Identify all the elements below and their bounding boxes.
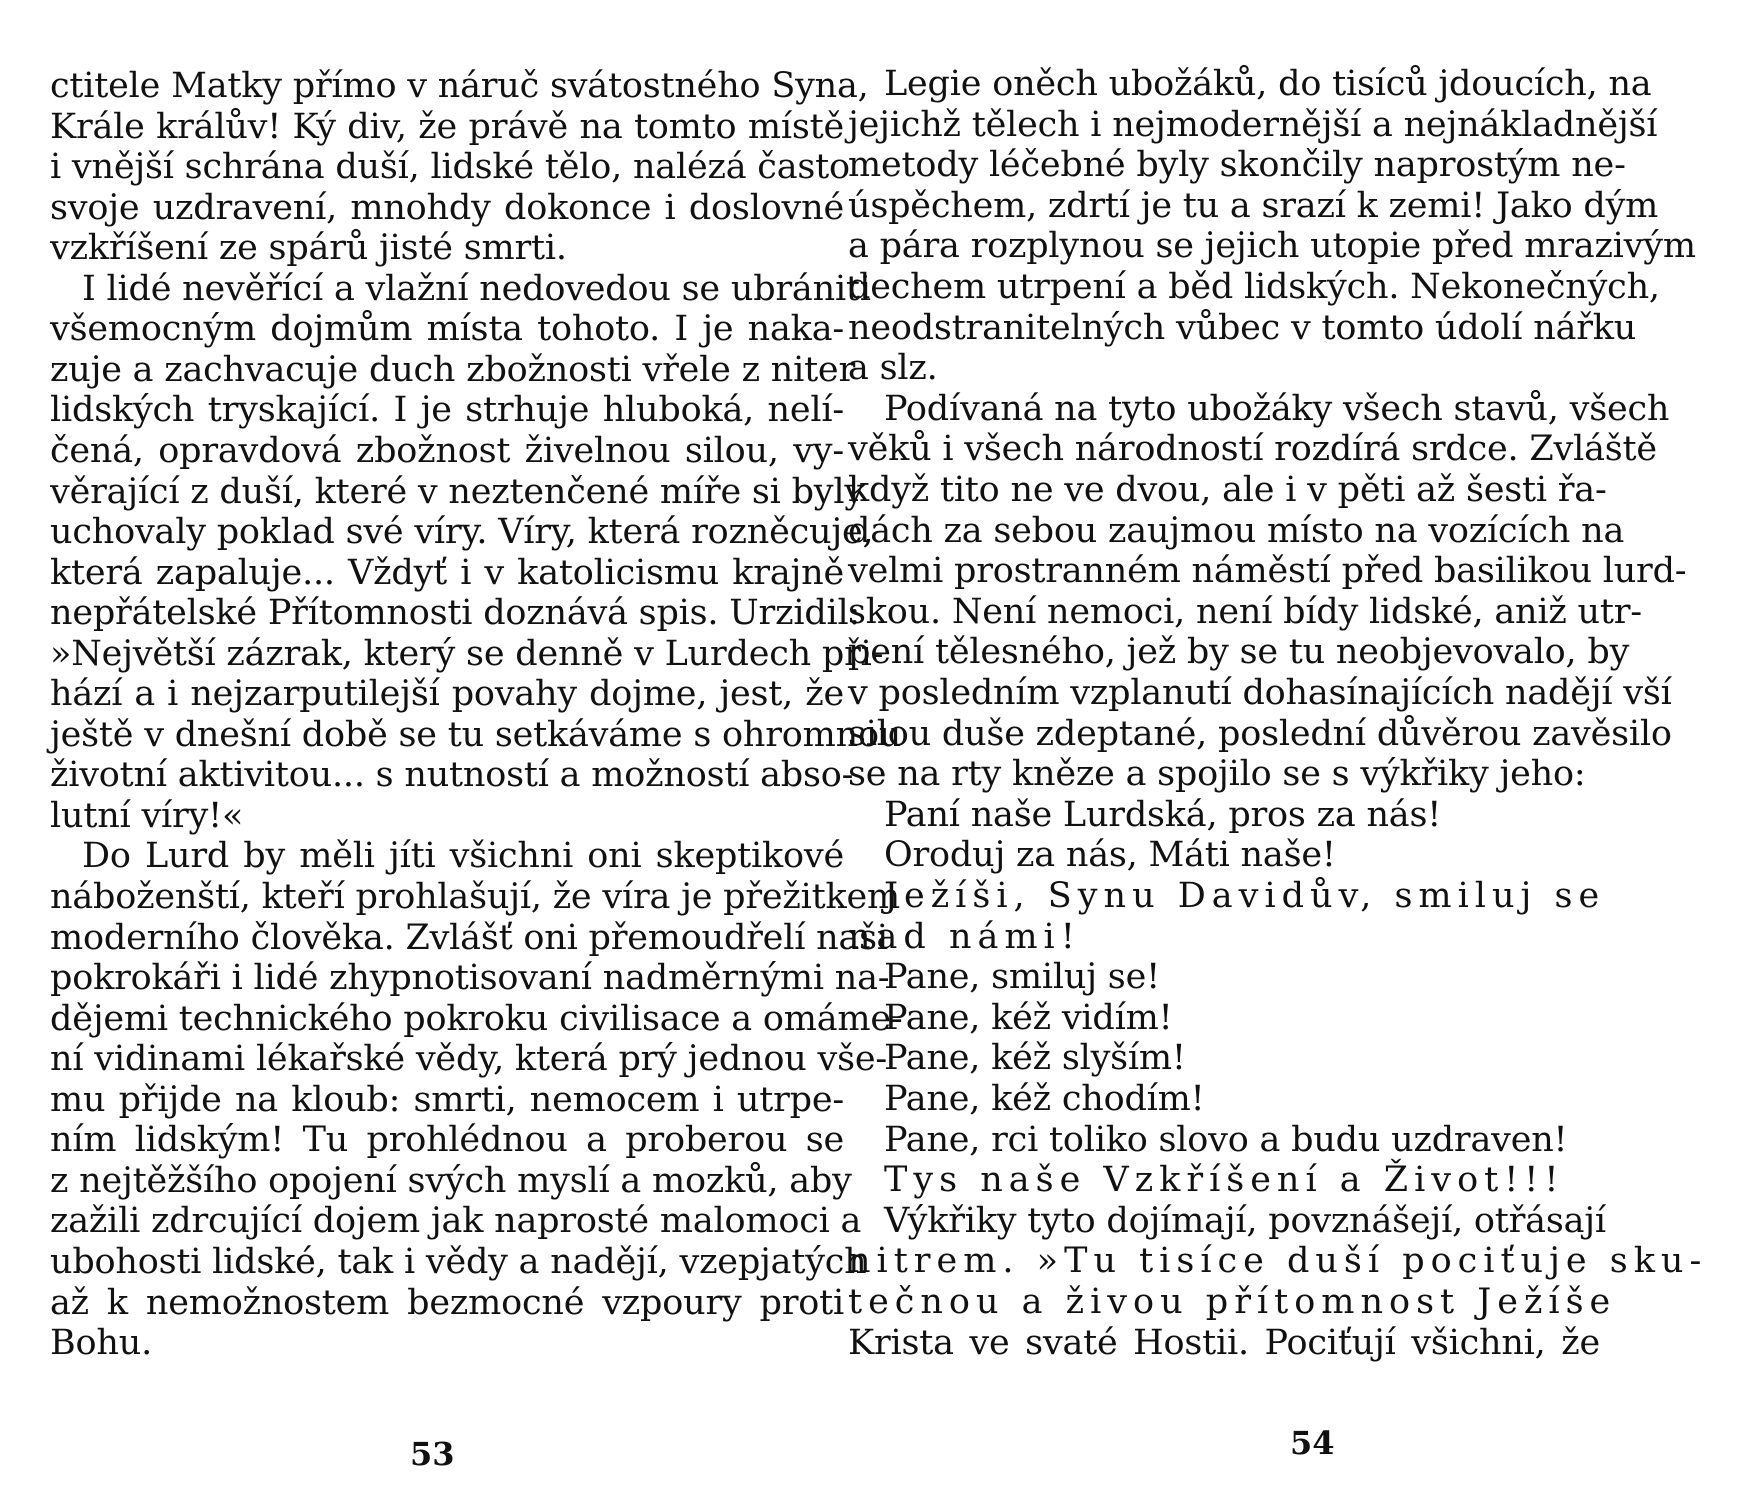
text-line: když tito ne ve dvou, ale i v pěti až šesti řa- xyxy=(848,470,1607,510)
text-line: Pane, kéž chodím! xyxy=(884,1079,1205,1119)
text-line: Do Lurd by měli jíti všichni oni skeptikové xyxy=(82,836,844,876)
text-line: skou. Není nemoci, není bídy lidské, aniž utr- xyxy=(848,592,1642,632)
text-line: vzkříšení ze spárů jisté smrti. xyxy=(50,228,567,268)
text-line: z nejtěžšího opojení svých myslí a mozků, aby xyxy=(50,1161,852,1201)
text-line: Paní naše Lurdská, pros za nás! xyxy=(884,795,1442,835)
text-line: pokrokáři i lidé zhypnotisovaní nadměrnými na- xyxy=(50,958,890,998)
text-line: mu přijde na kloub: smrti, nemocem i utrpe- xyxy=(50,1080,844,1120)
text-line: zuje a zachvacuje duch zbožnosti vřele z niter xyxy=(50,350,855,390)
text-line: lidských tryskající. I je strhuje hluboká, nelí- xyxy=(50,390,844,430)
text-line: Krista ve svaté Hostii. Pociťují všichni, že xyxy=(848,1323,1600,1363)
text-line: Bohu. xyxy=(50,1323,153,1363)
text-line: a pára rozplynou se jejich utopie před mrazivým xyxy=(848,226,1696,266)
text-line: metody léčebné byly skončily naprostým ne- xyxy=(848,145,1626,185)
text-line: i vnější schrána duší, lidské tělo, nalézá často xyxy=(50,147,850,187)
text-line: Krále králův! Ký div, že právě na tomto místě xyxy=(50,107,844,147)
right-page xyxy=(848,0,1756,1500)
text-line: tečnou a živou přítomnost Ježíše xyxy=(848,1282,1617,1322)
text-line: Tys naše Vzkříšení a Život!!! xyxy=(884,1160,1565,1200)
text-line: ní vidinami lékařské vědy, která prý jednou vše- xyxy=(50,1039,887,1079)
text-line: moderního člověka. Zvlášť oni přemoudřelí naši xyxy=(50,918,888,958)
text-line: neodstranitelných vůbec v tomto údolí nářku xyxy=(848,308,1637,348)
text-line: lutní víry!« xyxy=(50,796,244,836)
text-line: nad námi! xyxy=(848,917,1081,957)
text-line: dách za sebou zaujmou místo na vozících na xyxy=(848,511,1625,551)
text-line: zažili zdrcující dojem jak naprosté malomoci a xyxy=(50,1201,862,1241)
text-line: náboženští, kteří prohlašují, že víra je přežitkem xyxy=(50,877,901,917)
text-line: Pane, rci toliko slovo a budu uzdraven! xyxy=(884,1120,1568,1160)
text-line: uchovaly poklad své víry. Víry, která rozněcuje, xyxy=(50,512,874,552)
text-line: Pane, smiluj se! xyxy=(884,957,1160,997)
text-line: ubohosti lidské, tak i vědy a nadějí, vzepjatých xyxy=(50,1242,867,1282)
text-line: Legie oněch ubožáků, do tisíců jdoucích, na xyxy=(884,64,1652,104)
text-line: věků i všech národností rozdírá srdce. Zvláště xyxy=(848,429,1657,469)
text-line: Oroduj za nás, Máti naše! xyxy=(884,835,1336,875)
text-line: Výkřiky tyto dojímají, povznášejí, otřásají xyxy=(884,1201,1606,1241)
text-line: silou duše zdeptané, poslední důvěrou zavěsilo xyxy=(848,714,1672,754)
text-line: velmi prostranném náměstí před basilikou lurd- xyxy=(848,551,1687,591)
text-line: až k nemožnostem bezmocné vzpoury proti xyxy=(50,1283,844,1323)
text-line: se na rty kněze a spojilo se s výkřiky jeho: xyxy=(848,754,1586,794)
text-line: úspěchem, zdrtí je tu a srazí k zemi! Jako dým xyxy=(848,186,1659,226)
text-line: a slz. xyxy=(848,348,938,388)
text-line: věrající z duší, které v neztenčené míře si byly xyxy=(50,472,864,512)
text-line: která zapaluje... Vždyť i v katolicismu krajně xyxy=(50,553,844,593)
text-line: ním lidským! Tu prohlédnou a proberou se xyxy=(50,1120,844,1160)
text-line: Pane, kéž vidím! xyxy=(884,998,1173,1038)
text-line: »Největší zázrak, který se denně v Lurdech při- xyxy=(50,634,884,674)
page-number-right: 54 xyxy=(1290,1424,1335,1462)
text-line: svoje uzdravení, mnohdy dokonce i doslovné xyxy=(50,188,844,228)
text-line: pení tělesného, jež by se tu neobjevovalo, by xyxy=(848,632,1630,672)
page-number-left: 53 xyxy=(410,1435,455,1473)
text-line: nepřátelské Přítomnosti doznává spis. Urzidil: xyxy=(50,593,861,633)
text-line: Pane, kéž slyším! xyxy=(884,1038,1186,1078)
text-line: ctitele Matky přímo v náruč svátostného Syna, xyxy=(50,66,869,106)
text-line: dechem utrpení a běd lidských. Nekonečných, xyxy=(848,267,1660,307)
text-line: ještě v dnešní době se tu setkáváme s ohromnou xyxy=(50,715,902,755)
text-line: dějemi technického pokroku civilisace a omáme- xyxy=(50,999,903,1039)
text-line: hází a i nejzarputilejší povahy dojme, jest, že xyxy=(50,674,844,714)
text-line: všemocným dojmům místa tohoto. I je naka- xyxy=(50,309,844,349)
text-line: jejichž tělech i nejmodernější a nejnákladnější xyxy=(848,105,1658,145)
text-line: životní aktivitou... s nutností a možností abso- xyxy=(50,755,854,795)
text-line: nitrem. »Tu tisíce duší pociťuje sku- xyxy=(848,1241,1708,1281)
text-line: čená, opravdová zbožnost živelnou silou, vy- xyxy=(50,431,844,471)
text-line: I lidé nevěřící a vlažní nedovedou se ubrániti xyxy=(82,269,871,309)
text-line: Ježíši, Synu Davidův, smiluj se xyxy=(884,876,1606,916)
text-line: Podívaná na tyto ubožáky všech stavů, všech xyxy=(884,389,1670,429)
text-line: v posledním vzplanutí dohasínajících nadějí vší xyxy=(848,673,1672,713)
